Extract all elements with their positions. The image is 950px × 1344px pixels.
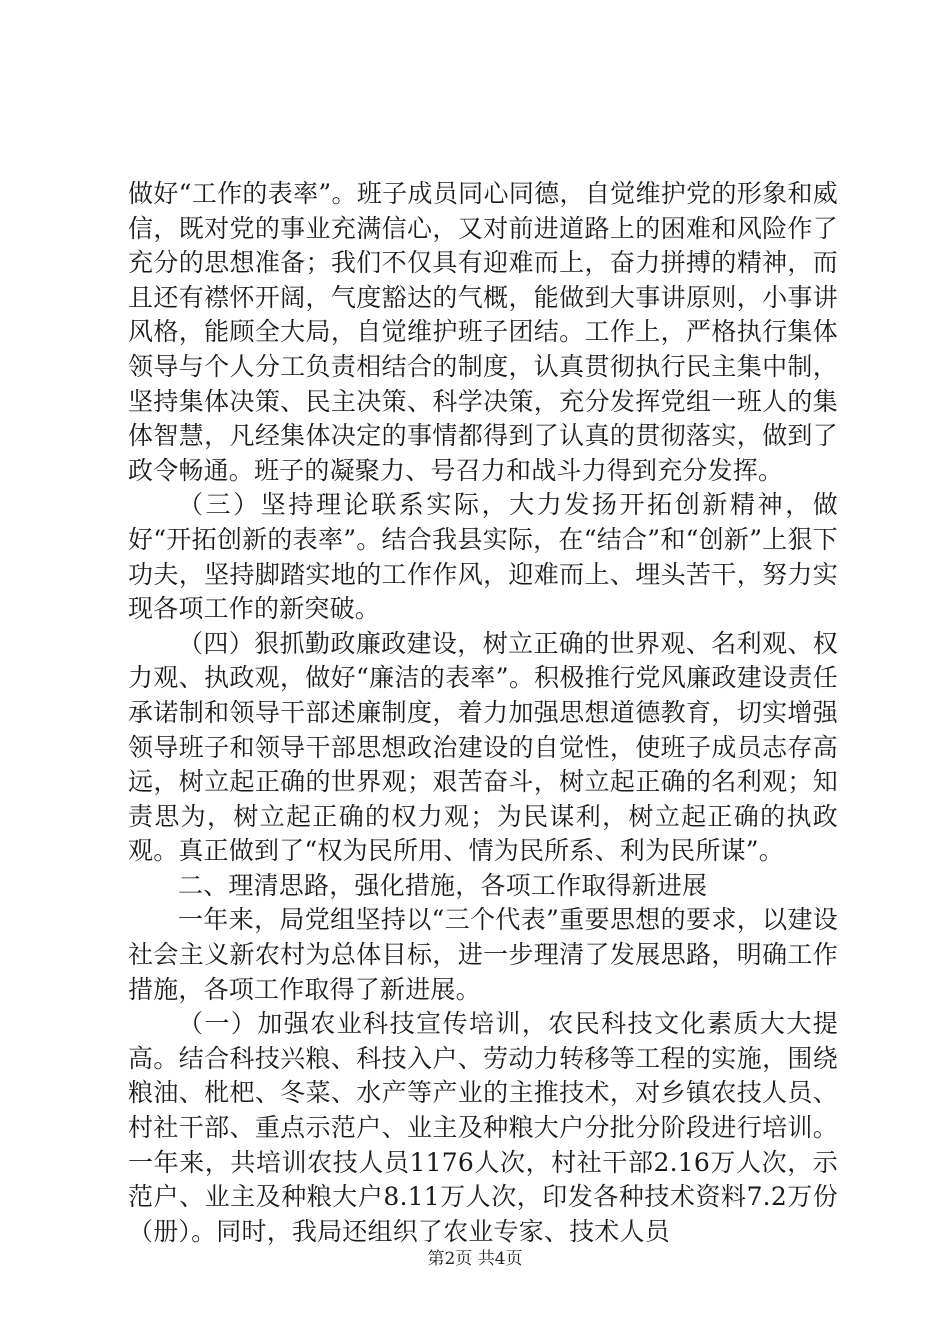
paragraph-section-4: （四）狠抓勤政廉政建设，树立正确的世界观、名利观、权力观、执政观，做好“廉洁的表率”。积极推行党风廉政建设责任承诺制和领导干部述廉制度，着力加强思想道德教育，切实增强领导班子和领导干部思想政治建设的自觉性，使班子成员志存高远，树立起正确的世界观；艰苦奋斗，树立起正确的名利观；知责思为，树立起正确的权力观；为民谋利，树立起正确的执政观。真正做到了“权为民所用、情为民所系、利为民所谋”。 — [128, 628, 838, 866]
paragraph-continuation: 做好“工作的表率”。班子成员同心同德，自觉维护党的形象和威信，既对党的事业充满信心，又对前进道路上的困难和风险作了充分的思想准备；我们不仅具有迎难而上，奋力拼搏的精神，而且还有襟怀开阔，气度豁达的气概，能做到大事讲原则，小事讲风格，能顾全大局，自觉维护班子团结。工作上，严格执行集体领导与个人分工负责相结合的制度，认真贯彻执行民主集中制，坚持集体决策、民主决策、科学决策，充分发挥党组一班人的集体智慧，凡经集体决定的事情都得到了认真的贯彻落实，做到了政令畅通。班子的凝聚力、号召力和战斗力得到充分发挥。 — [128, 179, 838, 485]
paragraph-section-3: （三）坚持理论联系实际，大力发扬开拓创新精神，做好“开拓创新的表率”。结合我县实际，在“结合”和“创新”上狠下功夫，坚持脚踏实地的工作作风，迎难而上、埋头苦干，努力实现各项工作的新突破。 — [128, 490, 838, 624]
document-body — [128, 177, 838, 1249]
paragraph-section-1: （一）加强农业科技宣传培训，农民科技文化素质大大提高。结合科技兴粮、科技入户、劳动力转移等工程的实施，围绕粮油、枇杷、冬菜、水产等产业的主推技术，对乡镇农技人员、村社干部、重点示范户、业主及种粮大户分批分阶段进行培训。一年来，共培训农技人员1176人次，村社干部2.16万人次，示范户、业主及种粮大户8.11万人次，印发各种技术资料7.2万份（册）。同时，我局还组织了农业专家、技术人员 — [128, 1009, 838, 1246]
section-heading: 二、理清思路，强化措施，各项工作取得新进展 — [178, 870, 708, 900]
page-footer: 第2页 共4页 — [427, 1249, 523, 1269]
paragraph-intro: 一年来，局党组坚持以“三个代表”重要思想的要求，以建设社会主义新农村为总体目标，进一步理清了发展思路，明确工作措施，各项工作取得了新进展。 — [128, 905, 838, 1004]
